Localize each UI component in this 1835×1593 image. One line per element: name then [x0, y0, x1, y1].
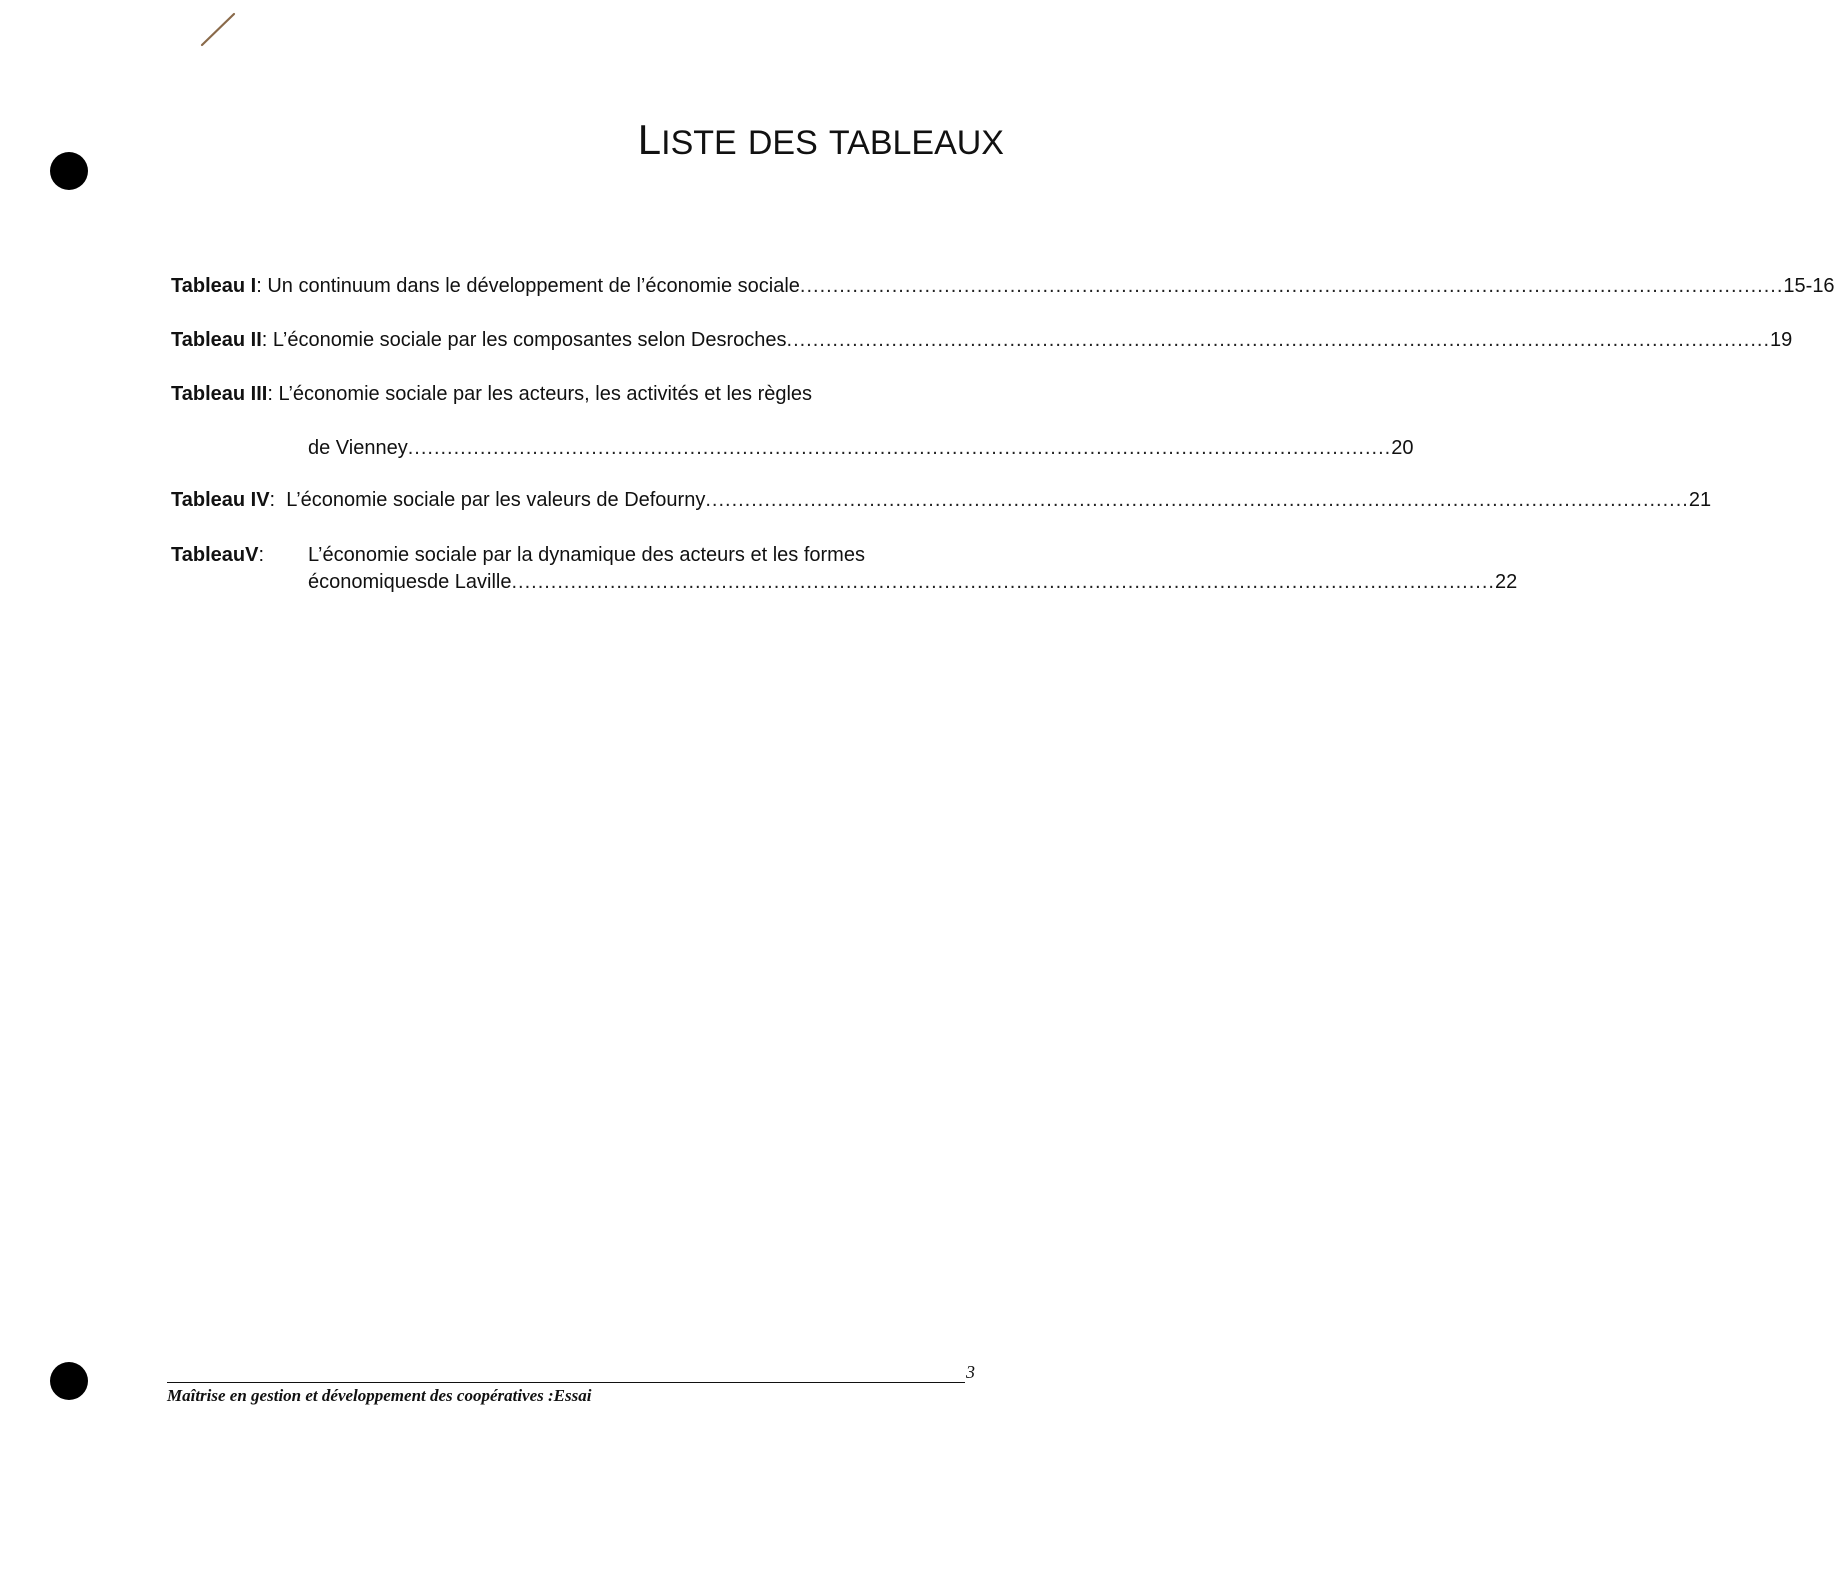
dot-leader: ......................................................................................................................................................	[705, 489, 1689, 511]
dot-leader: ......................................................................................................................................................	[511, 571, 1495, 593]
pencil-mark	[198, 12, 238, 48]
entry-label: Tableau III	[171, 383, 268, 405]
entry-title-continuation: de Vienney	[308, 437, 408, 459]
entry-title: L’économie sociale par les acteurs, les activités et les règles	[278, 383, 813, 405]
dot-leader: ......................................................................................................................................................	[407, 437, 1392, 459]
entry-separator: :	[258, 544, 264, 566]
entry-label: Tableau I	[171, 275, 257, 297]
footer-rule	[167, 1382, 965, 1383]
entry-title: L’économie sociale par la dynamique des acteurs et les formes	[308, 544, 865, 566]
entry-label: TableauV	[171, 544, 259, 566]
entry-page: 19	[1770, 329, 1793, 351]
page-number: 3	[966, 1362, 975, 1382]
table-entry-3[interactable]	[171, 380, 1001, 408]
entry-page: 21	[1688, 489, 1712, 511]
entry-label: Tableau IV	[171, 489, 270, 511]
title-initial: L	[637, 116, 662, 163]
footer-text: Maîtrise en gestion et développement des coopératives :Essai	[167, 1386, 592, 1405]
table-entry-2[interactable]	[171, 326, 1793, 354]
entry-title: L’économie sociale par les valeurs de Defourny	[286, 489, 706, 511]
entry-page: 22	[1494, 571, 1518, 593]
page-title	[638, 116, 1004, 164]
entry-separator: :	[269, 489, 287, 511]
table-entry-5-continuation[interactable]	[308, 568, 1518, 596]
title-word-2: DES	[747, 124, 818, 162]
entry-label: Tableau II	[171, 329, 262, 351]
entry-separator: :	[256, 275, 268, 297]
dot-leader: ......................................................................................................................................................	[786, 329, 1771, 351]
entry-title-continuation: économiquesde Laville	[308, 571, 512, 593]
dot-leader: ......................................................................................................................................................	[799, 275, 1784, 297]
table-entry-4[interactable]	[171, 486, 1712, 514]
entry-page: 20	[1391, 437, 1414, 459]
binder-hole-bottom	[50, 1362, 88, 1400]
table-entry-3-continuation[interactable]	[308, 434, 1414, 462]
title-word-3: TABLEAUX	[828, 124, 1004, 162]
binder-hole-top	[50, 152, 88, 190]
entry-separator: :	[261, 329, 273, 351]
entry-title: L’économie sociale par les composantes selon Desroches	[272, 329, 787, 351]
title-word-1: ISTE	[661, 124, 737, 162]
table-entry-5[interactable]	[171, 541, 1001, 569]
entry-page: 15-16	[1783, 275, 1835, 297]
entry-title: Un continuum dans le développement de l’économie sociale	[267, 275, 800, 297]
table-entry-1[interactable]	[171, 272, 1835, 300]
entry-separator: :	[267, 383, 279, 405]
